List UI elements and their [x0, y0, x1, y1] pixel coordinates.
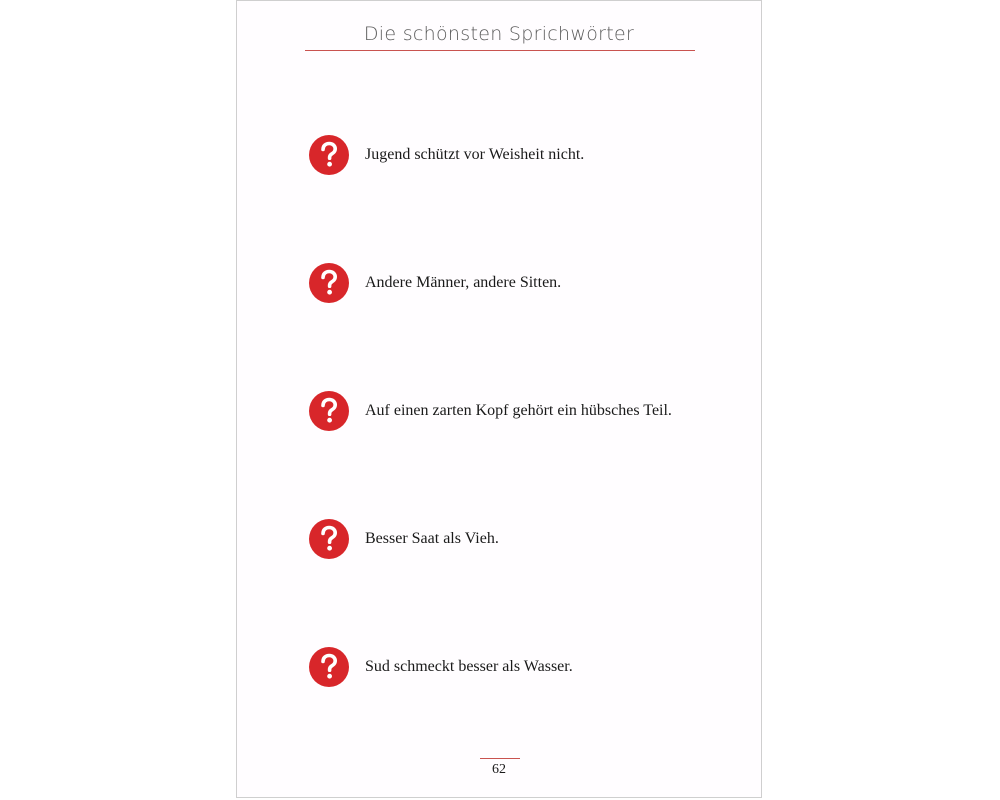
- proverb-text: Auf einen zarten Kopf gehört ein hübsches Teil.: [365, 402, 672, 419]
- question-icon: [309, 263, 349, 303]
- footer-divider: [480, 758, 520, 759]
- proverb-item: [309, 647, 573, 687]
- proverb-text: Sud schmeckt besser als Wasser.: [365, 658, 573, 675]
- proverb-item: [309, 135, 584, 175]
- proverb-item: [309, 391, 672, 431]
- question-icon: [309, 135, 349, 175]
- proverb-text: Jugend schützt vor Weisheit nicht.: [365, 146, 585, 163]
- proverb-text: Besser Saat als Vieh.: [365, 530, 499, 547]
- question-icon: [309, 647, 349, 687]
- book-page: [236, 0, 762, 798]
- question-icon: [309, 391, 349, 431]
- page-header-title: Die schönsten Sprichwörter: [363, 23, 635, 45]
- question-icon: [309, 519, 349, 559]
- proverb-text: Andere Männer, andere Sitten.: [365, 274, 562, 291]
- proverb-item: [309, 263, 561, 303]
- page-number: 62: [492, 762, 506, 777]
- proverb-item: [309, 519, 499, 559]
- header-divider: [305, 50, 695, 51]
